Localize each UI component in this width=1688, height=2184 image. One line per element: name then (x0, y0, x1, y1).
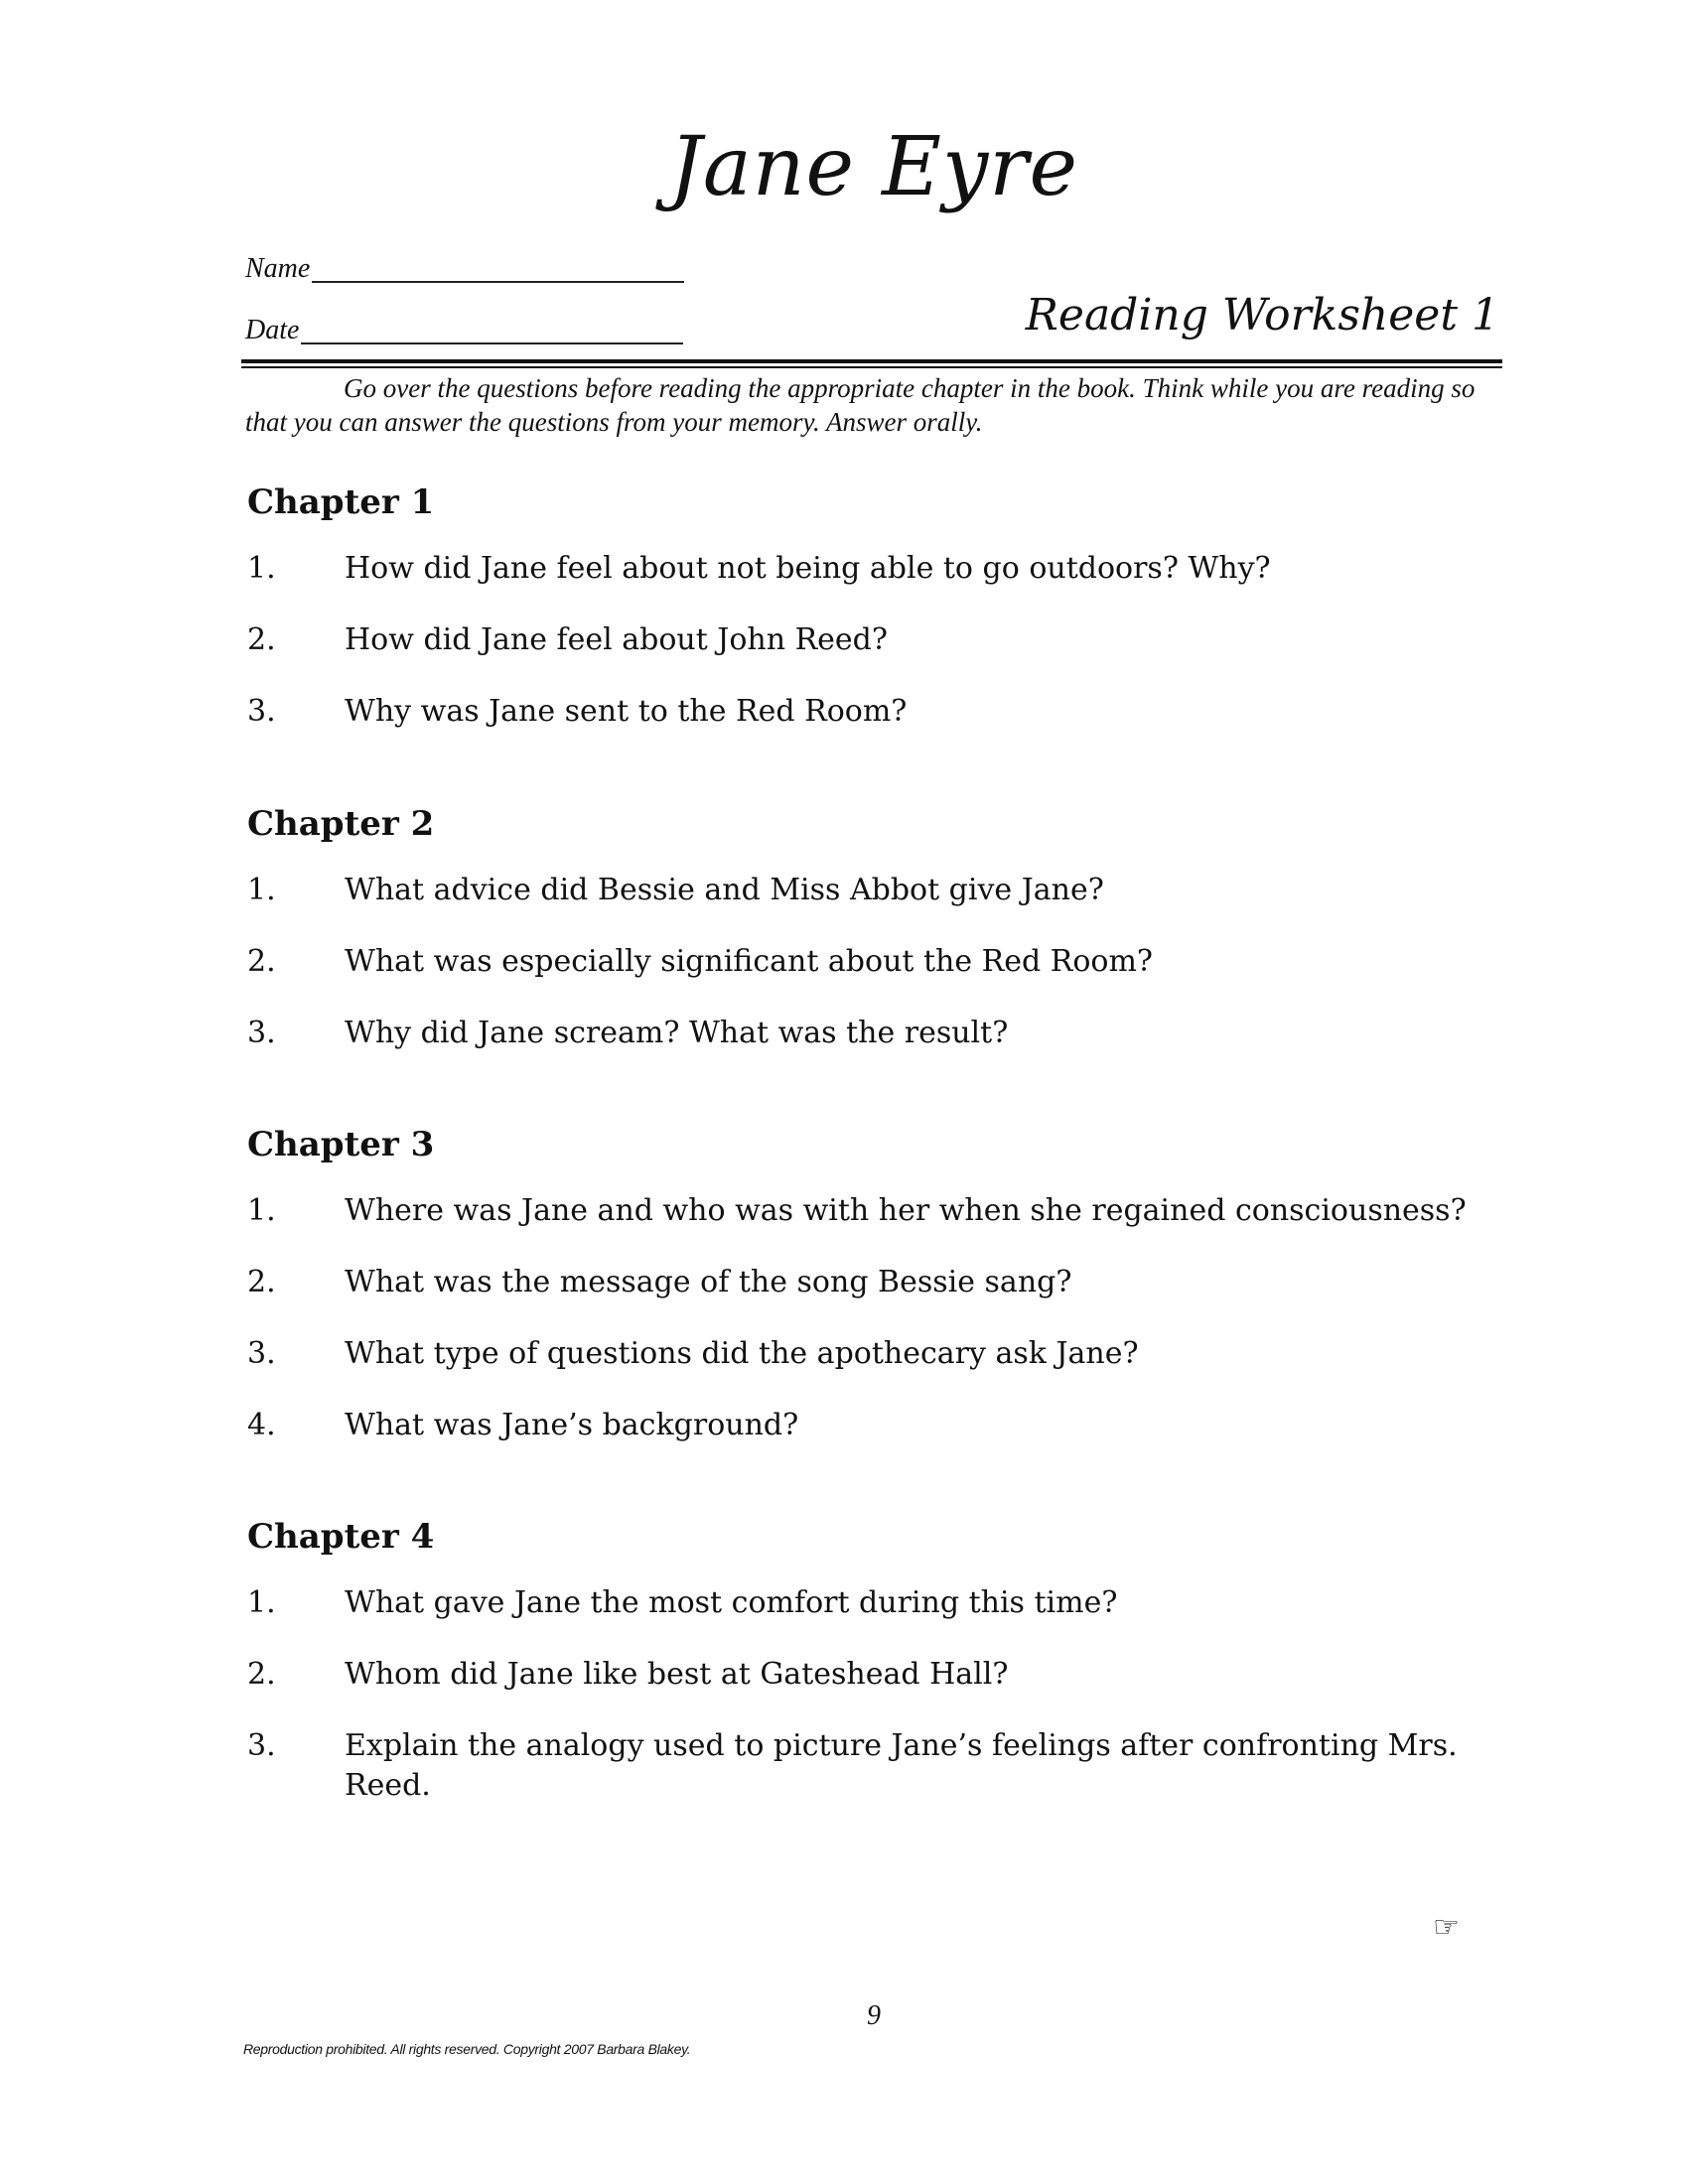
instructions: Go over the questions before reading the appropriate chapter in the book. Think while you are reading so that you can answer the questions from your memory. Answer orally. (245, 373, 1476, 437)
chapter-section (247, 1517, 1498, 1803)
copyright-notice: Reproduction prohibited. All rights reserved. Copyright 2007 Barbara Blakey. (243, 2041, 691, 2057)
chapter-section (247, 804, 1498, 1050)
question-number: 1. (247, 1585, 276, 1620)
question-item (247, 549, 1498, 589)
date-field (245, 317, 683, 344)
document-title: Jane Eyre (668, 120, 1079, 214)
worksheet-label: Reading Worksheet 1 (1025, 290, 1499, 341)
question-number: 1. (247, 873, 276, 907)
question-number: 2. (247, 1657, 276, 1692)
date-label: Date (245, 315, 300, 345)
question-number: 2. (247, 1265, 276, 1299)
question-item (247, 1406, 1498, 1445)
question-item (247, 1263, 1498, 1302)
page-number: 9 (867, 2000, 881, 2031)
question-item (247, 692, 1498, 732)
question-text: Whom did Jane like best at Gateshead Hall? (345, 1657, 1009, 1692)
question-text: Why was Jane sent to the Red Room? (345, 694, 908, 729)
question-text: What gave Jane the most comfort during this time? (345, 1585, 1118, 1620)
question-item (247, 1334, 1498, 1374)
question-item (247, 871, 1498, 910)
question-number: 2. (247, 944, 276, 979)
question-number: 3. (247, 694, 276, 729)
question-text: Why did Jane scream? What was the result? (345, 1016, 1009, 1050)
question-item (247, 1726, 1498, 1806)
question-text: What was especially significant about the Red Room? (345, 944, 1153, 979)
question-text: Where was Jane and who was with her when she regained consciousness? (345, 1193, 1467, 1228)
question-number: 1. (247, 551, 276, 586)
question-number: 3. (247, 1728, 276, 1763)
chapter-heading: Chapter 3 (247, 1125, 435, 1164)
question-text: What was the message of the song Bessie sang? (345, 1265, 1072, 1299)
name-field (245, 255, 684, 283)
question-item (247, 1014, 1498, 1053)
question-text: How did Jane feel about not being able to go outdoors? Why? (345, 551, 1271, 586)
header-rule-thin (241, 366, 1502, 368)
name-blank-line (312, 257, 684, 283)
pointing-hand-icon: ☞ (1433, 1910, 1460, 1945)
question-item (247, 1655, 1498, 1695)
question-number: 4. (247, 1408, 276, 1442)
question-item (247, 1583, 1498, 1623)
question-item (247, 1191, 1498, 1231)
question-number: 3. (247, 1016, 276, 1050)
question-text: What advice did Bessie and Miss Abbot give Jane? (345, 873, 1104, 907)
date-blank-line (301, 319, 683, 344)
question-number: 2. (247, 622, 276, 657)
question-number: 3. (247, 1336, 276, 1371)
question-item (247, 620, 1498, 660)
chapter-heading: Chapter 2 (247, 804, 435, 844)
chapter-section (247, 1125, 1498, 1442)
question-item (247, 942, 1498, 982)
question-number: 1. (247, 1193, 276, 1228)
name-label: Name (245, 253, 311, 284)
question-text: What was Jane’s background? (345, 1408, 799, 1442)
chapter-section (247, 482, 1498, 729)
question-text: How did Jane feel about John Reed? (345, 622, 888, 657)
question-text: Explain the analogy used to picture Jane’s feelings after confronting Mrs. Reed. (345, 1728, 1458, 1803)
chapter-heading: Chapter 1 (247, 482, 435, 522)
chapter-heading: Chapter 4 (247, 1517, 435, 1557)
header-rule-thick (241, 359, 1502, 363)
question-text: What type of questions did the apothecary ask Jane? (345, 1336, 1139, 1371)
